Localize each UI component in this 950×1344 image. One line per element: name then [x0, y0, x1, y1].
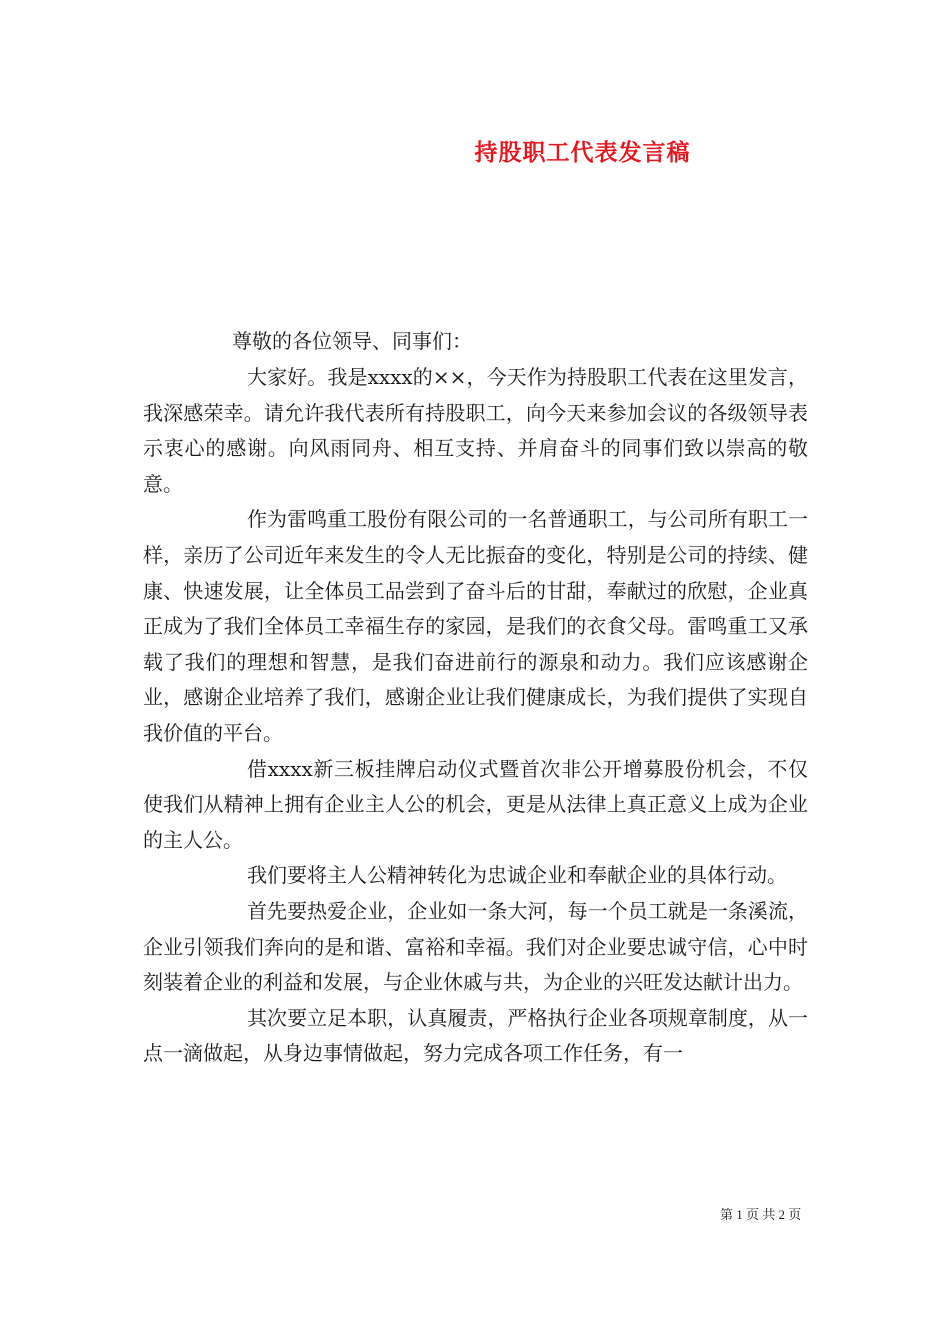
paragraph-4: 我们要将主人公精神转化为忠诚企业和奉献企业的具体行动。: [247, 863, 787, 888]
greeting: 尊敬的各位领导、同事们：: [232, 329, 472, 353]
document-body: [143, 360, 808, 1072]
paragraph-6: 其次要立足本职，认真履责，严格执行企业各项规章制度，从一点一滴做起，从身边事情做起，努力完成各项工作任务，有一: [143, 1005, 808, 1066]
paragraph-1: 大家好。我是xxxx的××，今天作为持股职工代表在这里发言，我深感荣幸。请允许我代表所有持股职工，向今天来参加会议的各级领导表示衷心的感谢。向风雨同舟、相互支持、并肩奋斗的同事们致以崇高的敬意。: [143, 365, 808, 496]
paragraph-5: 首先要热爱企业，企业如一条大河，每一个员工就是一条溪流，企业引领我们奔向的是和谐、富裕和幸福。我们对企业要忠诚守信，心中时刻装着企业的利益和发展，与企业休戚与共，为企业的兴旺发达献计出力。: [143, 898, 808, 995]
document-title: 持股职工代表发言稿: [474, 139, 691, 166]
paragraph-3: 借xxxx新三板挂牌启动仪式暨首次非公开增募股份机会，不仅使我们从精神上拥有企业主人公的机会，更是从法律上真正意义上成为企业的主人公。: [143, 756, 808, 852]
page-number: 第 1 页 共 2 页: [720, 1207, 802, 1222]
paragraph-2: 作为雷鸣重工股份有限公司的一名普通职工，与公司所有职工一样，亲历了公司近年来发生的令人无比振奋的变化，特别是公司的持续、健康、快速发展，让全体员工品尝到了奋斗后的甘甜，奉献过的欣慰，企业真正成为了我们全体员工幸福生存的家园，是我们的衣食父母。雷鸣重工又承载了我们的理想和智慧，是我们奋进前行的源泉和动力。我们应该感谢企业，感谢企业培养了我们，感谢企业让我们健康成长，为我们提供了实现自我价值的平台。: [143, 507, 808, 745]
